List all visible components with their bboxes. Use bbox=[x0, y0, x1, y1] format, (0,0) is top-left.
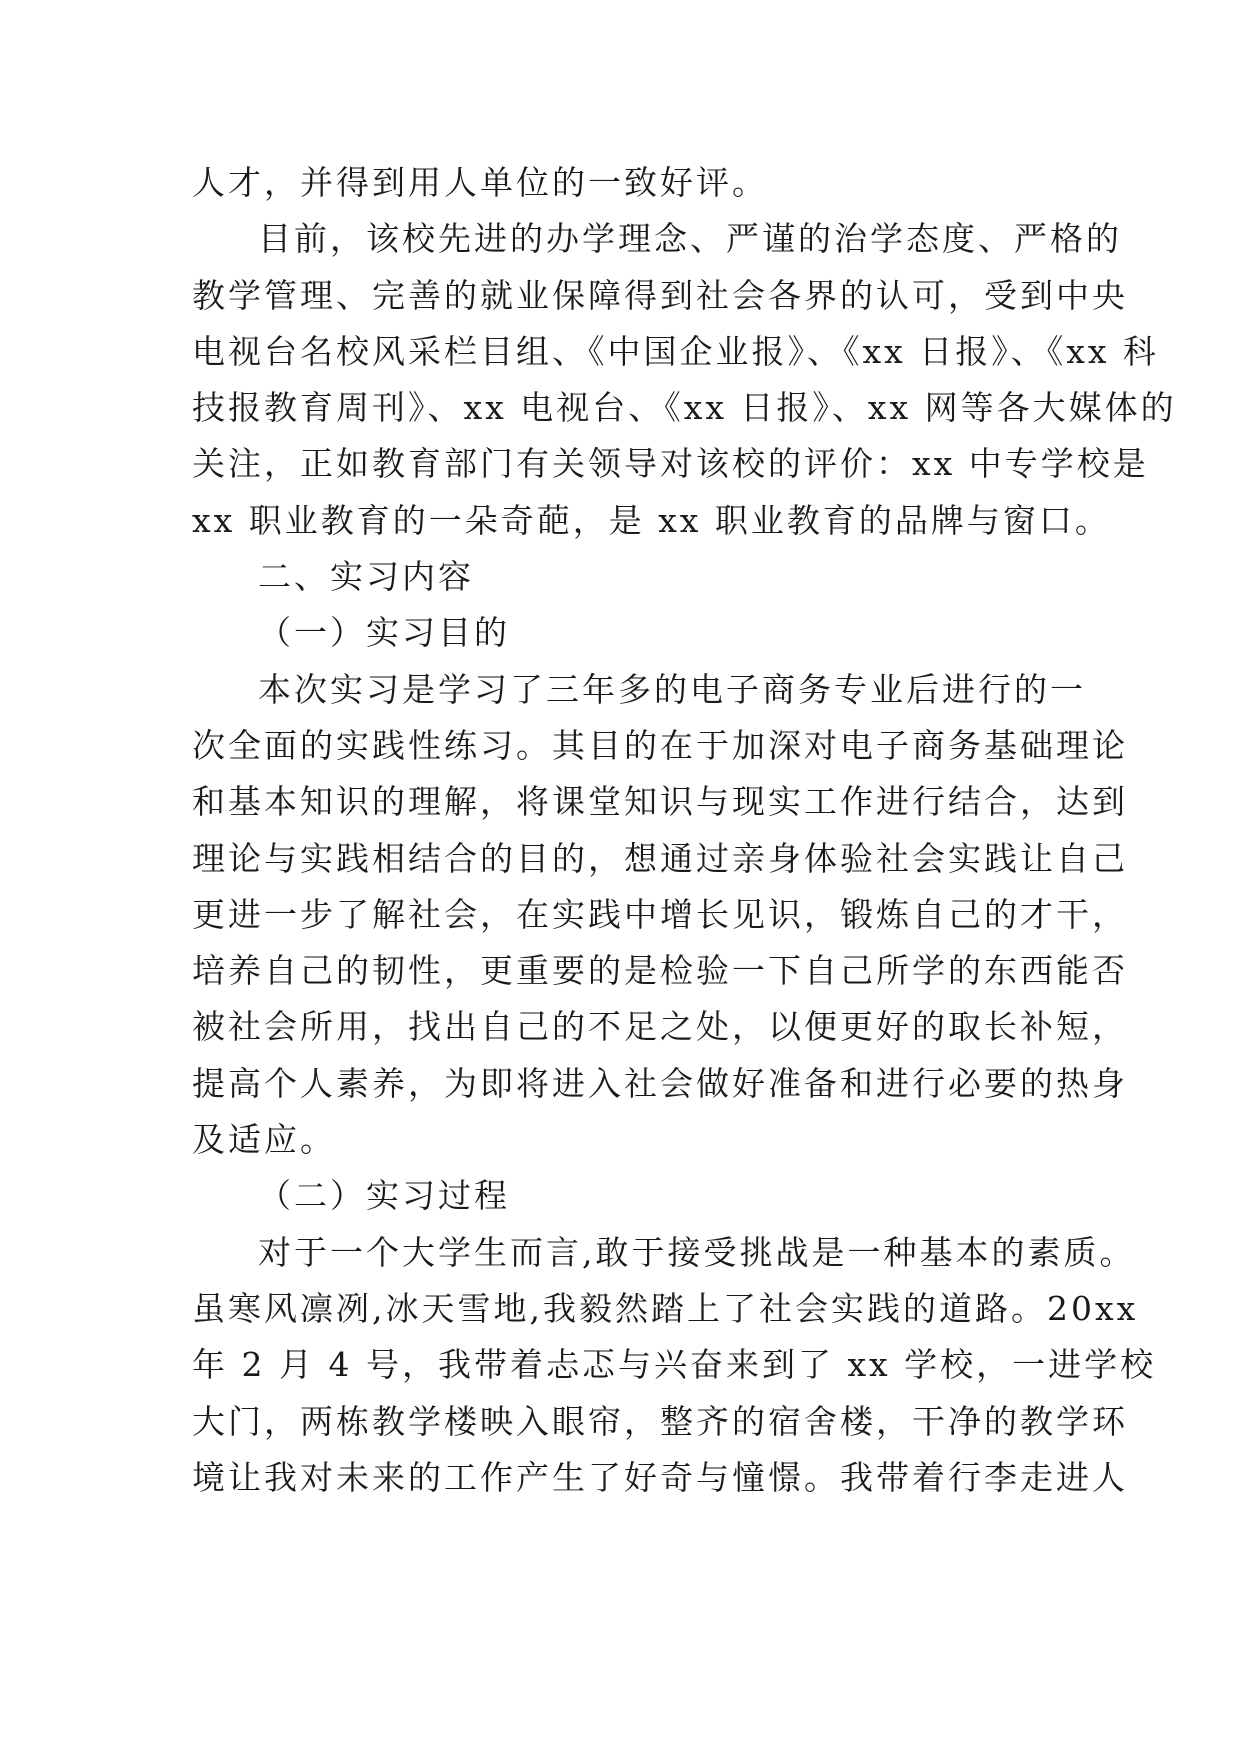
text-line: 培养自己的韧性，更重要的是检验一下自己所学的东西能否 bbox=[192, 951, 1128, 991]
text-line: 次全面的实践性练习。其目的在于加深对电子商务基础理论 bbox=[192, 725, 1128, 765]
text-line: xx 职业教育的一朵奇葩，是 xx 职业教育的品牌与窗口。 bbox=[192, 500, 1111, 540]
paragraph-start-line: 本次实习是学习了三年多的电子商务专业后进行的一 bbox=[258, 669, 1086, 709]
document-body bbox=[192, 155, 1177, 1506]
text-line: 年 2 月 4 号，我带着忐忑与兴奋来到了 xx 学校，一进学校 bbox=[192, 1345, 1157, 1385]
text-line: 和基本知识的理解，将课堂知识与现实工作进行结合，达到 bbox=[192, 782, 1128, 822]
text-line: 理论与实践相结合的目的，想通过亲身体验社会实践让自己 bbox=[192, 838, 1128, 878]
section-heading: 二、实习内容 bbox=[258, 557, 474, 597]
text-line: 及适应。 bbox=[192, 1120, 336, 1160]
text-line: 更进一步了解社会，在实践中增长见识，锻炼自己的才干， bbox=[192, 894, 1128, 934]
text-line: 虽寒风凛冽,冰天雪地,我毅然踏上了社会实践的道路。20xx bbox=[192, 1288, 1139, 1328]
text-line: 大门，两栋教学楼映入眼帘，整齐的宿舍楼，干净的教学环 bbox=[192, 1401, 1128, 1441]
text-line: 人才，并得到用人单位的一致好评。 bbox=[192, 163, 768, 202]
text-line: 境让我对未来的工作产生了好奇与憧憬。我带着行李走进人 bbox=[192, 1457, 1128, 1497]
text-line: 提高个人素养，为即将进入社会做好准备和进行必要的热身 bbox=[192, 1063, 1128, 1103]
text-line: 技报教育周刊》、xx 电视台、《xx 日报》、xx 网等各大媒体的 bbox=[192, 388, 1177, 428]
paragraph-start-line: 目前，该校先进的办学理念、严谨的治学态度、严格的 bbox=[258, 219, 1122, 259]
text-line: 关注，正如教育部门有关领导对该校的评价：xx 中专学校是 bbox=[192, 444, 1149, 484]
text-line: 被社会所用，找出自己的不足之处，以便更好的取长补短， bbox=[192, 1007, 1128, 1047]
subsection-heading: （一）实习目的 bbox=[258, 613, 510, 653]
paragraph-start-line: 对于一个大学生而言,敢于接受挑战是一种基本的素质。 bbox=[258, 1232, 1136, 1272]
subsection-heading: （二）实习过程 bbox=[258, 1176, 510, 1216]
text-line: 教学管理、完善的就业保障得到社会各界的认可，受到中央 bbox=[192, 275, 1128, 315]
text-line: 电视台名校风采栏目组、《中国企业报》、《xx 日报》、《xx 科 bbox=[192, 331, 1159, 371]
